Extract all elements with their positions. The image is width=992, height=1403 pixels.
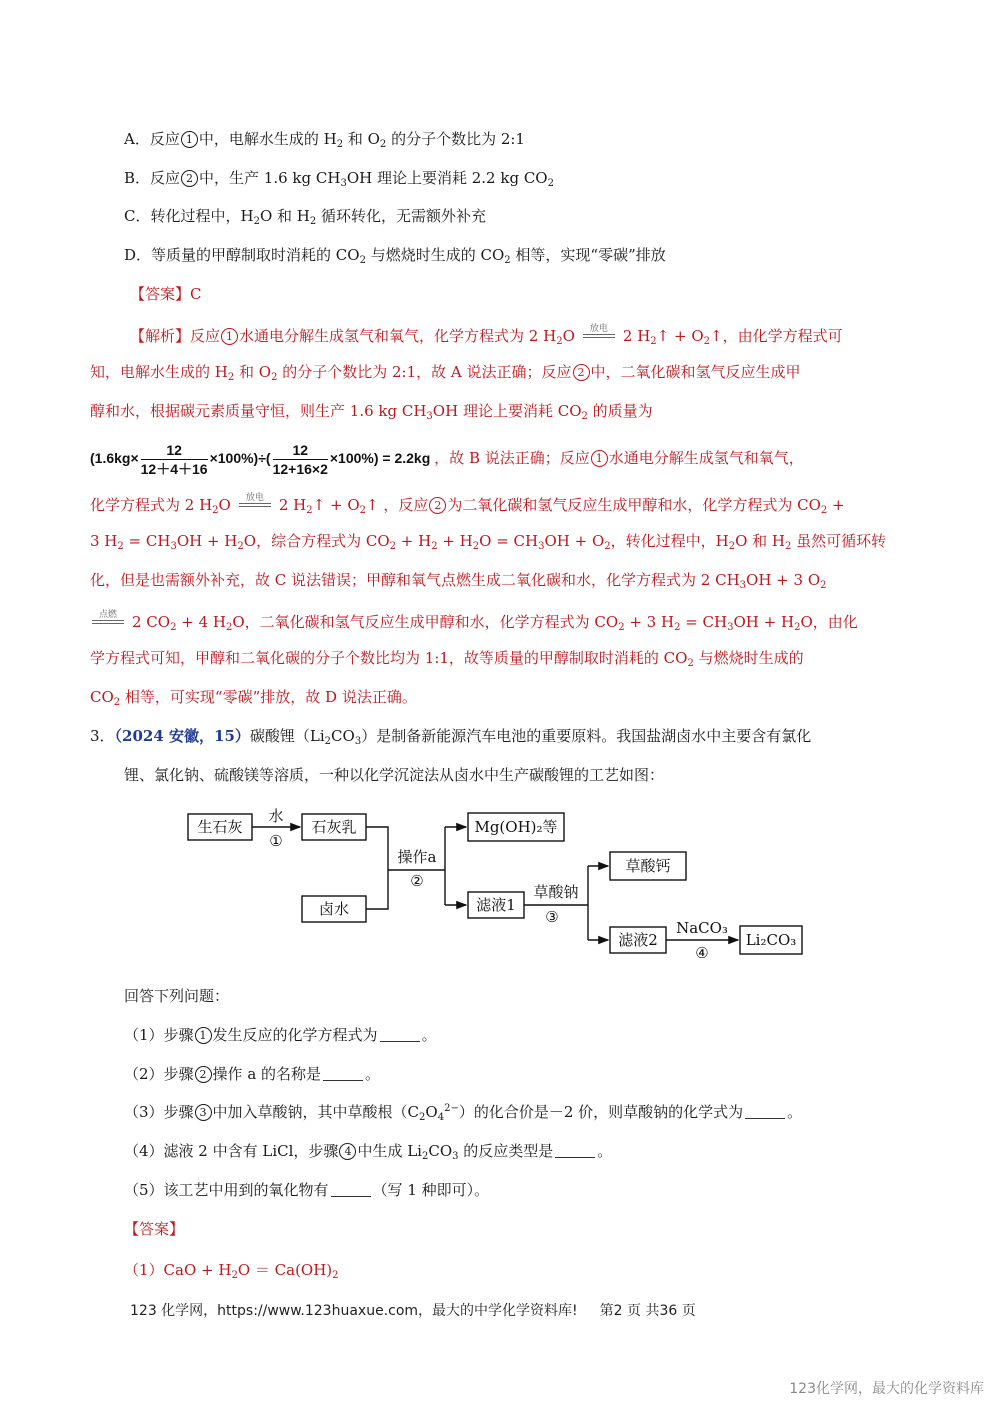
answer-blank[interactable]: [331, 1182, 371, 1197]
label-brine: 卤水: [318, 900, 350, 918]
question-4: （4）滤液 2 中含有 LiCl，步骤 4 中生成 $Li_2CO_3$ 的反应类型是 。: [124, 1142, 613, 1162]
analysis-formula-line: (1.6kg× $\frac{12}{12+4+16}$ ×100%)÷( $\frac{12}{12+16\times 2}$ ×100%) = 2.2kg ，故 B 说法正确；反应 1 水通电分解生成氢气和氧气，: [90, 441, 804, 477]
question-3-stem-line-2: 锂、氯化钠、硫酸镁等溶质，一种以化学沉淀法从卤水中生产碳酸锂的工艺如图：: [124, 766, 665, 784]
option-b: B．反应 2 中，生产 1.6 kg $CH_3OH$ 理论上要消耗 2.2 kg $CO_2$: [124, 169, 554, 189]
footer-site: 123 化学网，https://www.123huaxue.com，最大的中学化学资料库!: [130, 1303, 578, 1319]
label-step-4: ④: [695, 944, 709, 960]
questions-intro: 回答下列问题：: [124, 987, 230, 1005]
label-filtrate-1: 滤液1: [476, 896, 516, 914]
label-naco3: NaCO₃: [676, 919, 728, 937]
analysis-line-7: 化，但是也需额外补充，故 C 说法错误；甲醇和氧气点燃生成二氧化碳和水，化学方程式为 2 $CH_3OH + 3$ $O_2$: [90, 571, 827, 591]
answer-blank[interactable]: [745, 1104, 785, 1119]
answer-2-item-1: $(1)CaO + H_2O = Ca(OH)_2$: [124, 1261, 339, 1281]
analysis-line-6: 3 $H_2 = CH_3OH + H_2O$，综合方程式为 $CO_2 + H_2 + H_2O = CH_3OH + O_2$，转化过程中，$H_2O$ 和 $H_2$ 虽然可循环转: [90, 532, 887, 552]
answer-label: 【答案】: [130, 285, 191, 303]
label-li2co3: Li₂CO₃: [745, 931, 797, 949]
option-a: A．反应 1 中，电解水生成的 $H_2$ 和 $O_2$ 的分子个数比为 2:1: [124, 130, 525, 150]
label-sodium-oxalate: 草酸钠: [533, 883, 579, 901]
question-number: 3．: [90, 727, 115, 745]
analysis-line-5: 化学方程式为 2 $H_2O$ 放电 2 $H_2↑$ + $O_2↑$ ，反应 2 为二氧化碳和氢气反应生成甲醇和水，化学方程式为 $CO_2$ +: [90, 493, 845, 516]
circled-number: 1: [181, 131, 198, 148]
analysis-line-3: 醇和水，根据碳元素质量守恒，则生产 1.6 kg $CH_3OH$ 理论上要消耗 $CO_2$ 的质量为: [90, 402, 653, 422]
analysis-line-10: $CO_2$ 相等，可实现“零碳”排放，故 D 说法正确。: [90, 688, 417, 708]
label-calcium-oxalate: 草酸钙: [625, 857, 671, 875]
page-number: 第2 页 共36 页: [599, 1303, 696, 1319]
label-step-1: ①: [269, 832, 283, 850]
watermark: 123化学网，最大的化学资料库: [789, 1381, 984, 1397]
answer-blank[interactable]: [323, 1066, 363, 1081]
label-mgoh2: Mg(OH)₂等: [474, 818, 558, 836]
option-d: D．等质量的甲醇制取时消耗的 $CO_2$ 与燃烧时生成的 $CO_2$ 相等，实现“零碳”排放: [124, 246, 666, 266]
analysis-line-2: 知，电解水生成的 $H_2$ 和 $O_2$ 的分子个数比为 2:1，故 A 说法正确；反应 2 中，二氧化碳和氢气反应生成甲: [90, 363, 801, 383]
question-3-stem: 3．（2024 安徽，15）碳酸锂$(Li_2CO_3)$是制备新能源汽车电池的重要原料。我国盐湖卤水中主要含有氯化: [90, 727, 812, 747]
answer-1: [130, 284, 202, 304]
reaction-condition: 放电: [581, 323, 617, 343]
answer-value: C: [190, 285, 202, 303]
question-source: （2024 安徽，15）: [114, 727, 250, 745]
label-water: 水: [268, 807, 284, 825]
label-quicklime: 生石灰: [197, 818, 243, 836]
analysis-label: 【解析】: [130, 327, 191, 345]
analysis-line-9: 学方程式可知，甲醇和二氧化碳的分子个数比均为 1:1，故等质量的甲醇制取时消耗的 $CO_2$ 与燃烧时生成的: [90, 649, 804, 669]
mass-formula: (1.6kg× $\frac{12}{12+4+16}$ ×100%)÷( $\frac{12}{12+16\times 2}$ ×100%) = 2.2kg: [90, 441, 431, 477]
label-step-2: ②: [410, 872, 424, 890]
label-lime-milk: 石灰乳: [311, 818, 357, 836]
label-operation-a: 操作a: [397, 848, 437, 866]
answer-blank[interactable]: [555, 1143, 595, 1158]
option-c: C．转化过程中，$H_2O$ 和 $H_2$ 循环转化，无需额外补充: [124, 207, 487, 227]
label-filtrate-2: 滤液2: [618, 931, 658, 949]
question-5: （5）该工艺中用到的氧化物有 （写 1 种即可）。: [124, 1181, 490, 1199]
analysis-line-8: 点燃 2 $CO_2 + 4$ $H_2O$，二氧化碳和氢气反应生成甲醇和水，化学方程式为 $CO_2 + 3$ $H_2 = CH_3OH + H_2O$，由化: [90, 609, 858, 632]
answer-blank[interactable]: [380, 1027, 420, 1042]
analysis-line-1: 【解析】反应 1 水通电分解生成氢气和氧气，化学方程式为 2 $H_2O$ 放电 2 $H_2↑$ + $O_2↑$，由化学方程式可: [130, 324, 843, 347]
process-flowchart: [180, 800, 820, 960]
question-2: （2）步骤 2 操作 a 的名称是 。: [124, 1065, 381, 1083]
page-footer: [130, 1300, 696, 1320]
label-step-3: ③: [545, 908, 559, 926]
answer-2-label: 【答案】: [124, 1220, 185, 1238]
question-3: （3）步骤 3 中加入草酸钠，其中草酸根$(C_2O_4^{2-})$的化合价是－2 价，则草酸钠的化学式为 。: [124, 1103, 803, 1123]
question-1: （1）步骤 1 发生反应的化学方程式为 。: [124, 1026, 437, 1044]
circled-number: 2: [181, 170, 198, 187]
